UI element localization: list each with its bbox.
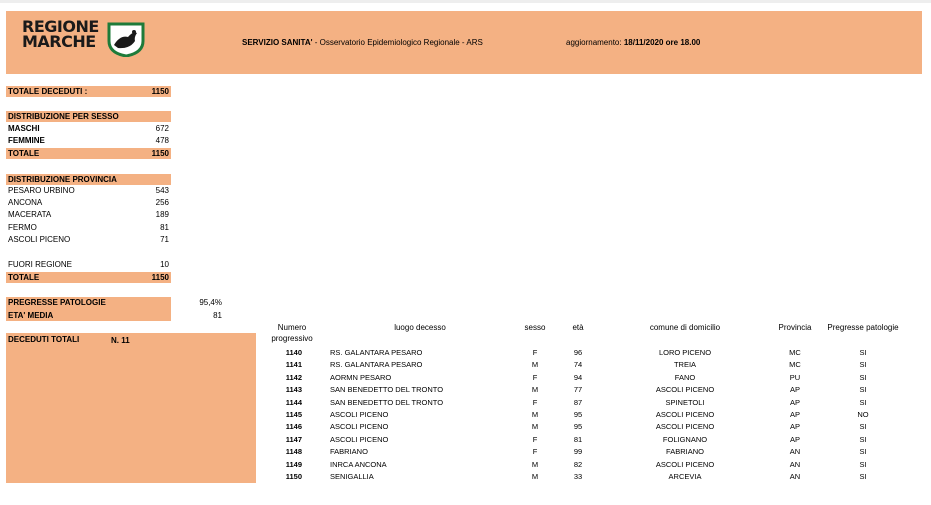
col-header-numero-line2: progressivo [271,334,313,343]
provincia-row-value: 256 [155,198,169,207]
cell-provincia: AN [789,447,801,457]
eta-media-value: 81 [213,311,222,320]
cell-numero: 1142 [285,372,302,382]
top-divider [0,0,931,3]
cell-comune: ASCOLI PICENO [655,385,715,395]
cell-eta: 95 [573,422,583,432]
cell-sesso: M [531,410,539,419]
cell-numero: 1144 [285,397,302,407]
cell-pregresse: SI [859,434,867,444]
cell-pregresse: SI [859,459,867,469]
provincia-row-label: PESARO URBINO [8,186,75,195]
cell-sesso: M [531,360,539,370]
provincia-title: DISTRIBUZIONE PROVINCIA [8,175,117,184]
cell-luogo: ASCOLI PICENO [330,422,389,432]
cell-numero: 1146 [285,422,302,432]
provincia-row-label: FERMO [8,223,37,232]
deceduti-totali-count: N. 11 [111,336,130,345]
cell-numero: 1141 [285,360,302,370]
cell-pregresse: SI [859,372,867,382]
deceduti-totali-panel [6,333,256,483]
provincia-total-label: TOTALE [8,273,40,282]
cell-comune: FABRIANO [666,447,704,457]
cell-eta: 99 [573,447,583,457]
cell-luogo: RS. GALANTARA PESARO [330,348,423,357]
sesso-row-value: 478 [155,136,169,145]
logo-text-line1: REGIONE [22,17,99,36]
cell-eta: 94 [573,372,583,382]
logo-text [22,19,99,49]
cell-comune: TREIA [673,360,697,370]
cell-provincia: AP [789,434,800,444]
cell-pregresse: SI [859,385,867,395]
cell-provincia: AN [789,472,801,481]
cell-pregresse: SI [859,348,867,357]
provincia-row-value: 10 [160,260,169,269]
service-title [242,38,483,47]
cell-sesso: M [531,459,539,469]
col-header-eta: età [572,323,584,332]
cell-comune: FANO [674,372,696,382]
sesso-total-label: TOTALE [8,149,40,158]
cell-provincia: MC [789,360,801,370]
cell-provincia: AP [789,397,800,407]
cell-sesso: F [532,372,538,382]
provincia-row-value: 71 [160,235,169,244]
cell-provincia: MC [789,348,801,357]
totale-deceduti-label: TOTALE DECEDUTI : [8,87,88,96]
cell-pregresse: SI [859,447,867,457]
update-label: aggiornamento: [566,38,624,47]
cell-provincia: AP [789,410,800,419]
provincia-row-value: 543 [155,186,169,195]
logo-text-line2: MARCHE [22,32,96,51]
cell-numero: 1147 [285,434,302,444]
provincia-row-label: FUORI REGIONE [8,260,73,269]
cell-comune: ASCOLI PICENO [655,459,715,469]
cell-luogo: FABRIANO [330,447,368,457]
cell-luogo: SAN BENEDETTO DEL TRONTO [330,385,444,395]
cell-provincia: PU [789,372,801,382]
cell-eta: 95 [573,410,583,419]
col-header-numero-line1: Numero [277,323,307,332]
cell-numero: 1143 [285,385,302,395]
cell-luogo: ASCOLI PICENO [330,434,389,444]
regione-marche-logo [22,19,162,61]
cell-sesso: M [531,472,539,481]
cell-sesso: M [531,385,539,395]
pregresse-label: PREGRESSE PATOLOGIE [8,298,106,307]
eta-media-label: ETA' MEDIA [8,311,54,320]
sesso-row-value: 672 [155,124,169,133]
col-header-provincia: Provincia [778,323,812,332]
cell-numero: 1145 [285,410,302,419]
cell-comune: ASCOLI PICENO [655,410,715,419]
cell-comune: LORO PICENO [658,348,712,357]
cell-pregresse: SI [859,397,867,407]
cell-luogo: AORMN PESARO [330,372,392,382]
cell-numero: 1150 [285,472,302,481]
cell-sesso: F [532,434,538,444]
cell-luogo: ASCOLI PICENO [330,410,389,419]
cell-eta: 96 [573,348,583,357]
cell-sesso: F [532,397,538,407]
cell-provincia: AP [789,422,800,432]
cell-pregresse: NO [857,410,869,419]
pregresse-value: 95,4% [199,298,222,307]
cell-eta: 74 [573,360,583,370]
cell-eta: 87 [573,397,583,407]
col-header-numero [262,322,322,344]
cell-eta: 33 [573,472,583,481]
cell-pregresse: SI [859,422,867,432]
provincia-row-value: 189 [155,210,169,219]
totale-deceduti-value: 1150 [151,87,169,96]
cell-comune: ASCOLI PICENO [655,422,715,432]
report-header [6,11,922,74]
cell-provincia: AN [789,459,801,469]
regional-shield-icon [106,21,146,57]
service-name: SERVIZIO SANITA' [242,38,313,47]
col-header-comune: comune di domicilio [649,323,721,332]
cell-numero: 1148 [285,447,302,457]
cell-sesso: M [531,422,539,432]
cell-luogo: SAN BENEDETTO DEL TRONTO [330,397,444,407]
cell-sesso: F [532,348,538,357]
cell-luogo: RS. GALANTARA PESARO [330,360,423,370]
provincia-total-value: 1150 [151,273,169,282]
cell-provincia: AP [789,385,800,395]
deceduti-totali-label: DECEDUTI TOTALI [8,335,80,344]
sesso-row-label: MASCHI [8,124,40,133]
cell-luogo: SENIGALLIA [330,472,374,481]
cell-comune: ARCEVIA [668,472,702,481]
cell-eta: 81 [573,434,583,444]
cell-comune: SPINETOLI [665,397,705,407]
update-timestamp: 18/11/2020 ore 18.00 [623,38,701,47]
col-header-luogo: luogo decesso [394,323,446,332]
provincia-row-label: ANCONA [8,198,43,207]
cell-luogo: INRCA ANCONA [330,459,387,469]
col-header-sesso: sesso [524,323,546,332]
update-info [566,38,700,47]
col-header-pregresse: Pregresse patologie [827,323,899,332]
cell-pregresse: SI [859,472,867,481]
cell-eta: 82 [573,459,583,469]
sesso-title: DISTRIBUZIONE PER SESSO [8,112,119,121]
provincia-row-label: ASCOLI PICENO [8,235,71,244]
provincia-row-value: 81 [160,223,169,232]
provincia-row-label: MACERATA [8,210,52,219]
cell-numero: 1140 [285,348,302,357]
cell-sesso: F [532,447,538,457]
cell-eta: 77 [573,385,583,395]
cell-pregresse: SI [859,360,867,370]
sesso-total-value: 1150 [151,149,169,158]
service-subtitle: - Osservatorio Epidemiologico Regionale - ARS [312,38,483,47]
cell-numero: 1149 [285,459,302,469]
sesso-row-label: FEMMINE [8,136,45,145]
cell-comune: FOLIGNANO [662,434,708,444]
